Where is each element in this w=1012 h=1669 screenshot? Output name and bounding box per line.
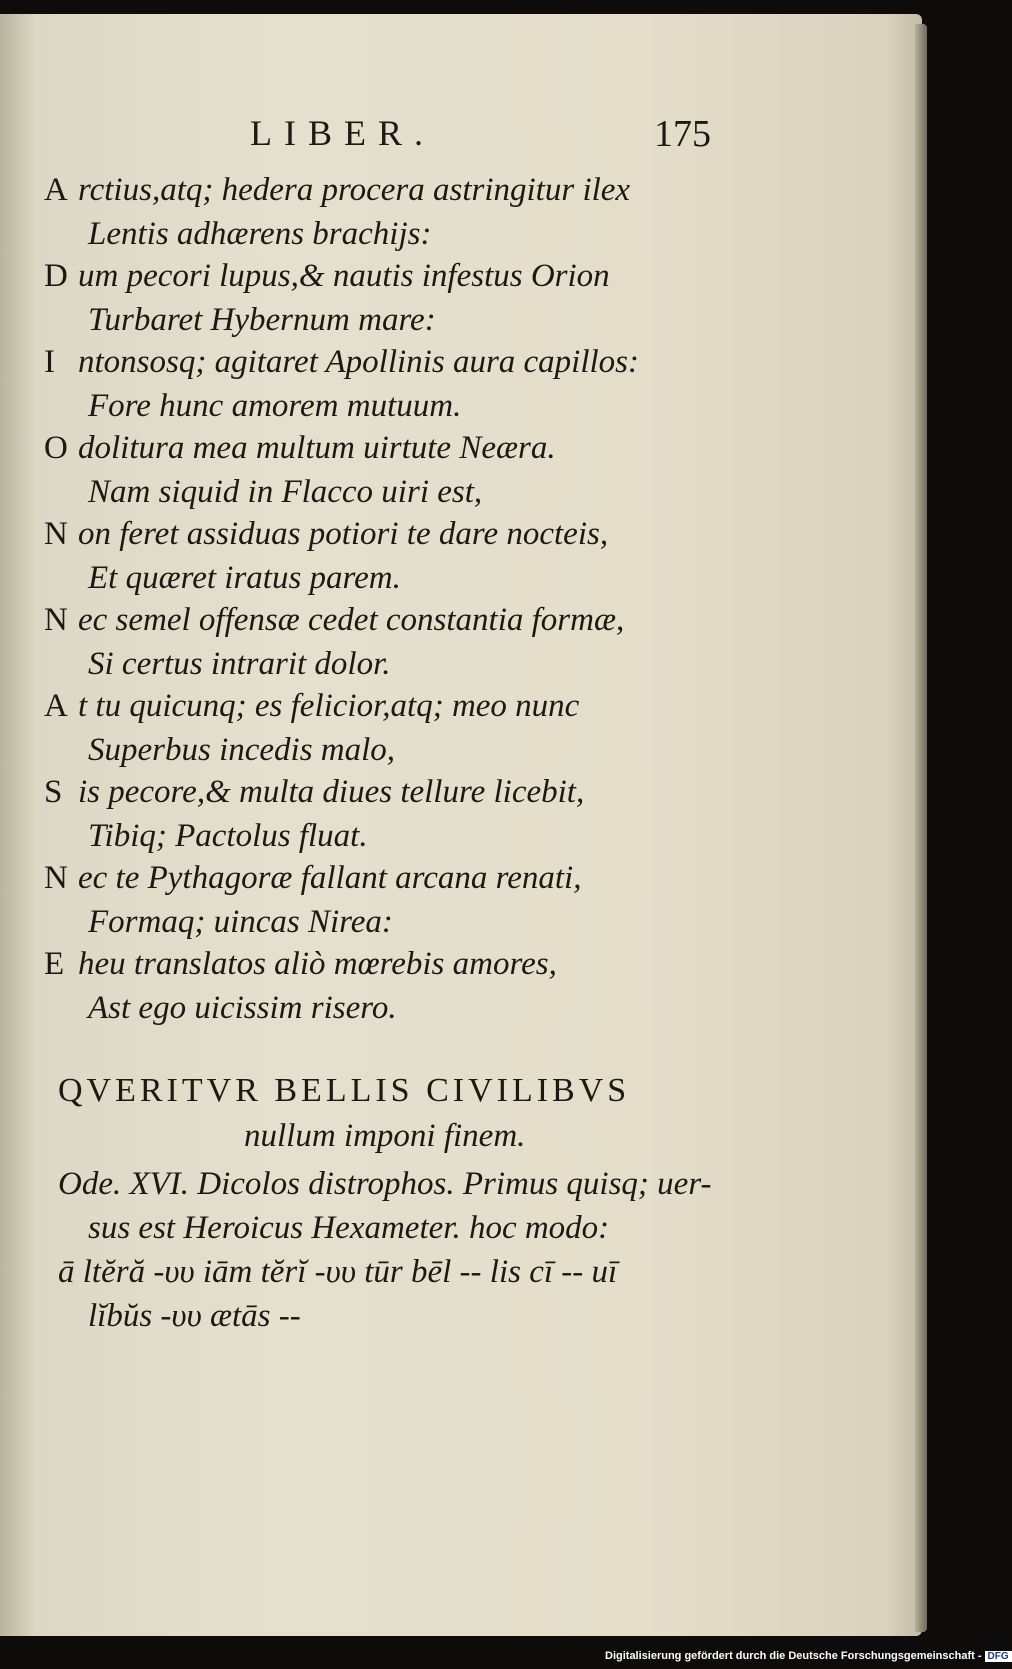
- verse-text: dolitura mea multum uirtute Neæra.: [78, 430, 556, 466]
- verse-text: ntonsosq; agitaret Apollinis aura capillos:: [78, 344, 640, 380]
- verse-initial: A: [44, 688, 68, 724]
- verse-line: [44, 428, 556, 468]
- metrical-scansion-line: ā ltĕră -υυ iām tĕrĭ -υυ tūr bēl -- lis cī -- uī: [58, 1254, 618, 1290]
- verse-text: is pecore,& multa diues tellure licebit,: [78, 774, 585, 810]
- running-head: LIBER.: [250, 113, 435, 153]
- page-number: 175: [654, 113, 711, 155]
- verse-text: rctius,atq; hedera procera astringitur ilex: [78, 172, 631, 208]
- verse-line: [44, 944, 557, 984]
- verse-initial: E: [44, 946, 65, 982]
- ode-heading: QVERITVR BELLIS CIVILIBVS: [58, 1072, 631, 1109]
- verse-line: Ast ego uicissim risero.: [88, 990, 397, 1026]
- credit-text: Digitalisierung gefördert durch die Deutsche Forschungsgemeinschaft -: [605, 1650, 982, 1662]
- verse-text: ec te Pythagoræ fallant arcana renati,: [78, 860, 582, 896]
- verse-line: [44, 600, 624, 640]
- ode-subheading: nullum imponi finem.: [244, 1118, 526, 1154]
- dfg-logo: DFG: [985, 1651, 1012, 1662]
- verse-initial: D: [44, 258, 68, 294]
- verse-line: [44, 342, 639, 382]
- verse-initial: S: [44, 774, 63, 810]
- ode-description-line: sus est Heroicus Hexameter. hoc modo:: [88, 1210, 610, 1246]
- verse-text: ec semel offensæ cedet constantia formæ,: [78, 602, 625, 638]
- verse-text: heu translatos aliò mœrebis amores,: [78, 946, 557, 982]
- verse-text: on feret assiduas potiori te dare nocteis,: [78, 516, 609, 552]
- verse-line: Lentis adhærens brachijs:: [88, 216, 432, 252]
- verse-initial: O: [44, 430, 68, 466]
- verse-line: Nam siquid in Flacco uiri est,: [88, 474, 483, 510]
- verse-text: t tu quicunq; es felicior,atq; meo nunc: [78, 688, 580, 724]
- verse-initial: I: [44, 344, 55, 380]
- verse-initial: N: [44, 602, 68, 638]
- verse-line: [44, 514, 608, 554]
- verse-line: Fore hunc amorem mutuum.: [88, 388, 462, 424]
- verse-line: [44, 858, 581, 898]
- verse-initial: N: [44, 516, 68, 552]
- digitization-credit: [605, 1650, 1012, 1662]
- ode-description-line: Ode. XVI. Dicolos distrophos. Primus quisq; uer-: [58, 1166, 712, 1202]
- verse-line: Superbus incedis malo,: [88, 732, 396, 768]
- verse-line: Tibiq; Pactolus fluat.: [88, 818, 368, 854]
- verse-text: um pecori lupus,& nautis infestus Orion: [78, 258, 610, 294]
- verse-initial: N: [44, 860, 68, 896]
- verse-line: [44, 170, 630, 210]
- verse-line: [44, 772, 584, 812]
- verse-line: Turbaret Hybernum mare:: [88, 302, 436, 338]
- verse-line: Et quæret iratus parem.: [88, 560, 401, 596]
- metrical-scansion-line: lĭbŭs -υυ ætās --: [88, 1298, 301, 1334]
- verse-line: [44, 256, 610, 296]
- verse-line: Formaq; uincas Nirea:: [88, 904, 393, 940]
- verse-line: [44, 686, 579, 726]
- verse-line: Si certus intrarit dolor.: [88, 646, 391, 682]
- verse-initial: A: [44, 172, 68, 208]
